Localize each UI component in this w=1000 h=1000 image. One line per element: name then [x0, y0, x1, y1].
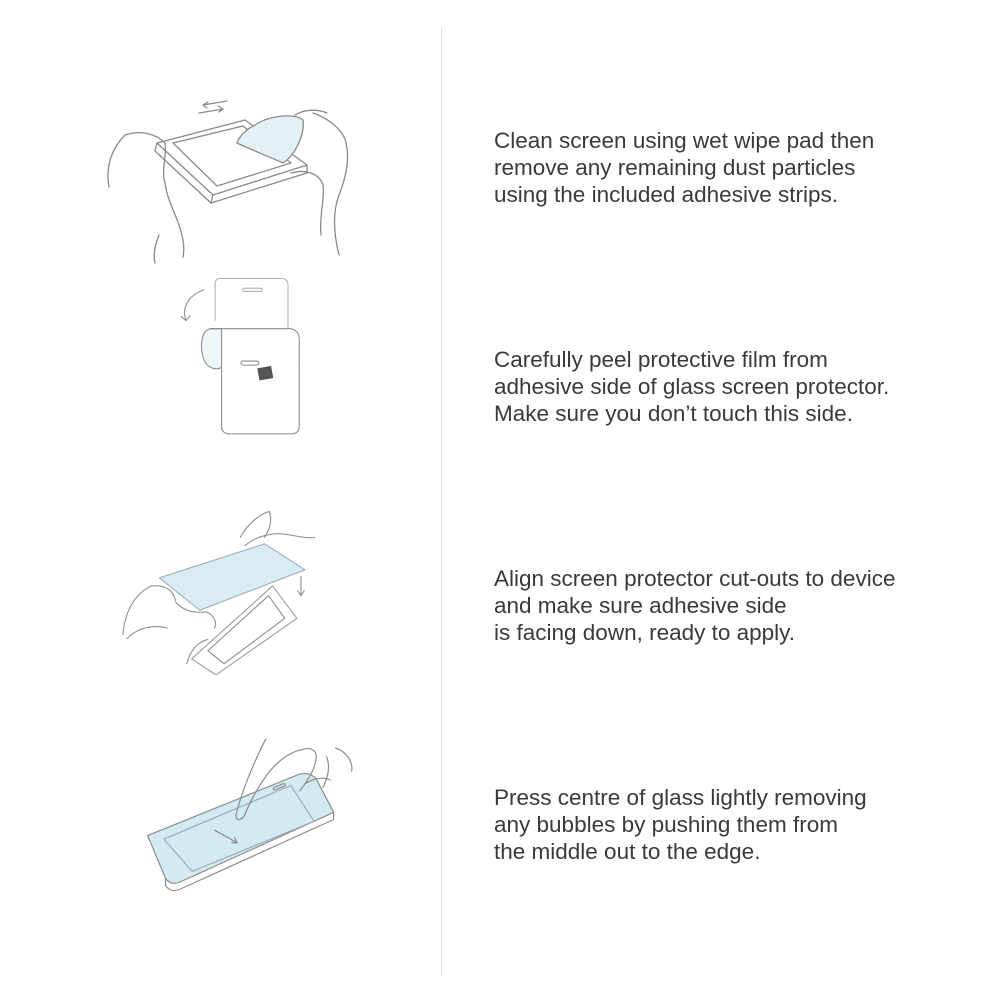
align-protector-illustration	[90, 505, 350, 675]
step-4-text	[494, 784, 964, 865]
step-2-line-2: adhesive side of glass screen protector.	[494, 374, 890, 399]
step-3-text	[494, 565, 964, 646]
column-divider	[441, 28, 442, 976]
step-4-line-3: the middle out to the edge.	[494, 839, 761, 864]
step-3-line-2: and make sure adhesive side	[494, 593, 787, 618]
step-1-line-3: using the included adhesive strips.	[494, 182, 838, 207]
step-2-line-3: Make sure you don’t touch this side.	[494, 401, 853, 426]
step-1-line-2: remove any remaining dust particles	[494, 155, 856, 180]
step-3-line-1: Align screen protector cut-outs to device	[494, 566, 896, 591]
step-2-line-1: Carefully peel protective film from	[494, 347, 828, 372]
step-1-text	[494, 127, 964, 208]
step-4-line-1: Press centre of glass lightly removing	[494, 785, 867, 810]
press-glass-illustration	[125, 730, 385, 900]
step-3-line-3: is facing down, ready to apply.	[494, 620, 796, 645]
peel-film-illustration	[145, 272, 405, 442]
step-1-line-1: Clean screen using wet wipe pad then	[494, 128, 875, 153]
clean-screen-illustration	[95, 95, 355, 265]
step-2-text	[494, 346, 964, 427]
step-4-line-2: any bubbles by pushing them from	[494, 812, 838, 837]
